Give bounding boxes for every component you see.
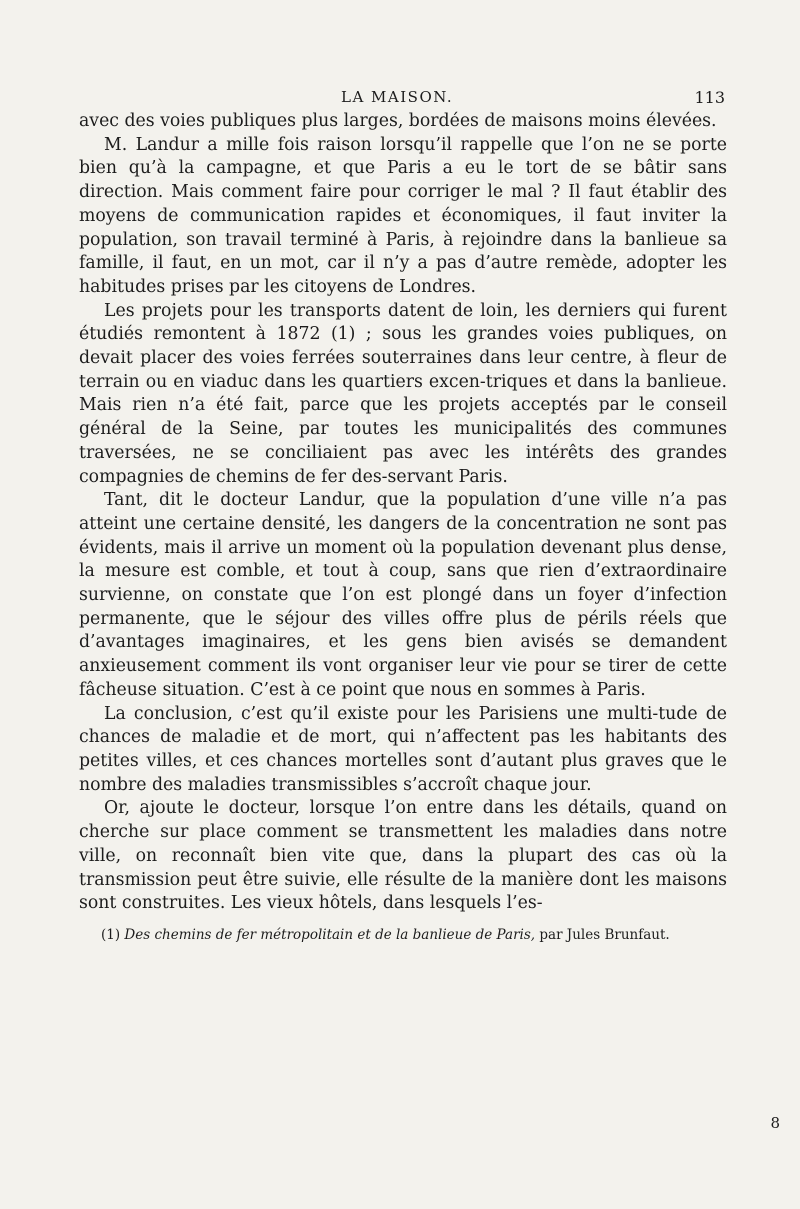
page-number: 113 xyxy=(694,88,725,107)
paragraph: Les projets pour les transports datent de loin, les derniers qui furent étudiés remontent à 1872 (1) ; sous les grandes voies publiques, on devait placer des voies ferrées souterraines dans leur centre, à fleur de terrain ou en viaduc dans les quartiers excen-triques et dans la banlieue. Mais rien n’a été fait, parce que les projets acceptés par le conseil général de la Seine, par toutes les municipalités des communes traversées, ne se conciliaient pas avec les intérêts des grandes compagnies de chemins de fer des-servant Paris. xyxy=(79,300,727,487)
footnote xyxy=(79,926,727,945)
footnote-text: par Jules Brunfaut. xyxy=(539,926,670,943)
running-header xyxy=(79,84,727,110)
book-page xyxy=(79,84,727,945)
footnote-title: Des chemins de fer métropolitain et de la banlieue de Paris, xyxy=(124,926,536,943)
paragraph: avec des voies publiques plus larges, bordées de maisons moins élevées. xyxy=(79,111,717,131)
paragraph: Tant, dit le docteur Landur, que la population d’une ville n’a pas atteint une certaine densité, les dangers de la concentration ne sont pas évidents, mais il arrive un moment où la population devenant plus dense, la mesure est comble, et tout à coup, sans que rien d’extraordinaire survienne, on constate que l’on est plongé dans un foyer d’infection permanente, que le séjour des villes offre plus de périls réels que d’avantages imaginaires, et les gens bien avisés se demandent anxieusement comment ils vont organiser leur vie pour se tirer de cette fâcheuse situation. C’est à ce point que nous en sommes à Paris. xyxy=(79,490,727,700)
running-title: LA MAISON. xyxy=(341,88,454,106)
body-text xyxy=(79,110,727,916)
paragraph: La conclusion, c’est qu’il existe pour les Parisiens une multi-tude de chances de maladie et de mort, qui n’affectent pas les habitants des petites villes, et ces chances mortelles sont d’autant plus graves que le nombre des maladies transmissibles s’accroît chaque jour. xyxy=(79,703,727,795)
paragraph: M. Landur a mille fois raison lorsqu’il rappelle que l’on ne se porte bien qu’à la campagne, et que Paris a eu le tort de se bâtir sans direction. Mais comment faire pour corriger le mal ? Il faut établir des moyens de communication rapides et économiques, il faut inviter la population, son travail terminé à Paris, à rejoindre dans la banlieue sa famille, il faut, en un mot, car il n’y a pas d’autre remède, adopter les habitudes prises par les citoyens de Londres. xyxy=(79,134,727,297)
signature-mark: 8 xyxy=(770,1114,780,1132)
paragraph: Or, ajoute le docteur, lorsque l’on entre dans les détails, quand on cherche sur place comment se transmettent les maladies dans notre ville, on reconnaît bien vite que, dans la plupart des cas où la transmission peut être suivie, elle résulte de la manière dont les maisons sont construites. Les vieux hôtels, dans lesquels l’es- xyxy=(79,798,727,914)
footnote-marker: (1) xyxy=(101,926,121,943)
